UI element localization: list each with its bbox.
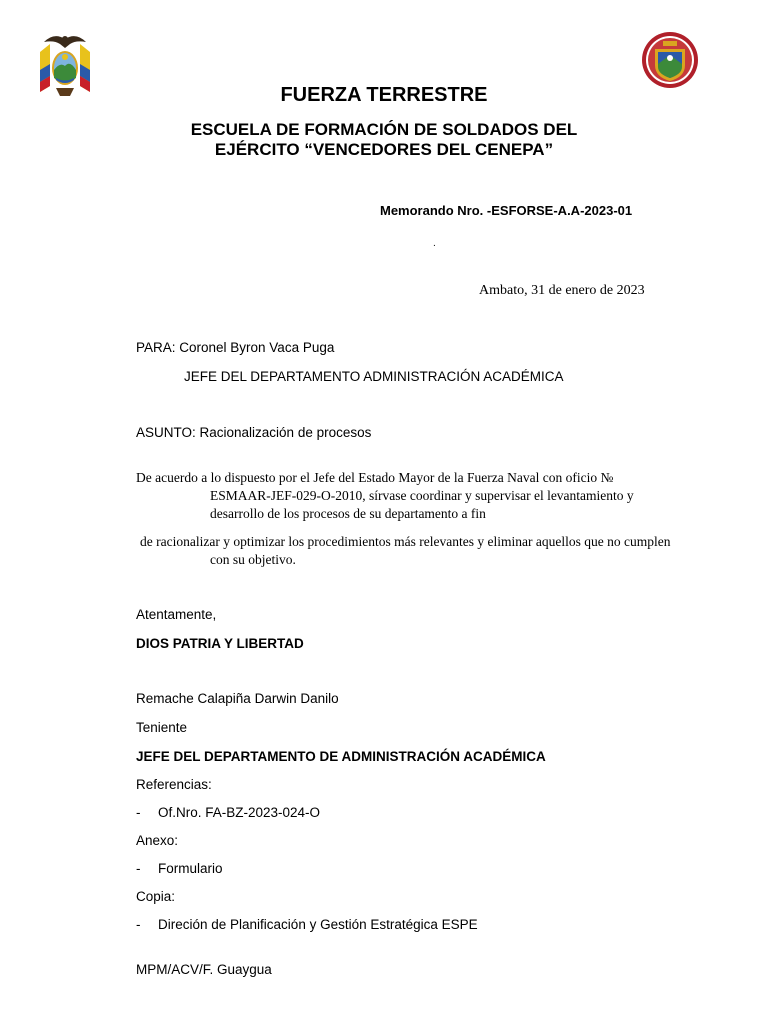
copy-label: Copia: <box>136 889 176 904</box>
signer-rank: Teniente <box>136 720 188 735</box>
recipient-position: JEFE DEL DEPARTAMENTO ADMINISTRACIÓN ACADÉMICA <box>184 369 564 384</box>
references-label: Referencias: <box>136 777 212 792</box>
closing-salutation: Atentamente, <box>136 607 217 622</box>
references-item <box>0 805 768 825</box>
body-paragraph-1-line-2: ESMAAR-JEF-029-O-2010, sírvase coordinar y supervisar el levantamiento y <box>210 488 634 503</box>
stray-dot: . <box>433 238 436 249</box>
school-name-line-1: ESCUELA DE FORMACIÓN DE SOLDADOS DEL <box>190 120 578 139</box>
closing-motto: DIOS PATRIA Y LIBERTAD <box>136 636 304 651</box>
signer-role: JEFE DEL DEPARTAMENTO DE ADMINISTRACIÓN ACADÉMICA <box>136 749 546 764</box>
annex-dash: - <box>136 861 141 876</box>
signer-name: Remache Calapiña Darwin Danilo <box>136 691 339 706</box>
references-dash: - <box>136 805 141 820</box>
body-paragraph-1-line-3: desarrollo de los procesos de su departamento a fin <box>210 506 486 521</box>
subject-line: ASUNTO: Racionalización de procesos <box>136 425 372 440</box>
school-seal-emblem <box>641 31 699 89</box>
memo-date: Ambato, 31 de enero de 2023 <box>479 283 645 298</box>
annex-label: Anexo: <box>136 833 179 848</box>
references-item-text: Of.Nro. FA-BZ-2023-024-O <box>158 805 321 820</box>
body-paragraph-1-line-1: De acuerdo a lo dispuesto por el Jefe del Estado Mayor de la Fuerza Naval con oficio № <box>136 470 614 485</box>
memo-number: Memorando Nro. -ESFORSE-A.A-2023-01 <box>380 203 633 218</box>
annex-item-text: Formulario <box>158 861 223 876</box>
recipient-line: PARA: Coronel Byron Vaca Puga <box>136 340 335 355</box>
copy-item-text: Direción de Planificación y Gestión Estratégica ESPE <box>158 917 478 932</box>
body-paragraph-2-line-1: de racionalizar y optimizar los procedimientos más relevantes y eliminar aquellos que no cumplen <box>140 534 671 549</box>
annex-item <box>0 861 768 881</box>
copy-item <box>0 917 768 937</box>
document-title: FUERZA TERRESTRE <box>280 84 488 106</box>
body-paragraph-2-line-2: con su objetivo. <box>210 552 296 567</box>
copy-dash: - <box>136 917 141 932</box>
author-initials: MPM/ACV/F. Guaygua <box>136 962 272 977</box>
school-name-line-2: EJÉRCITO “VENCEDORES DEL CENEPA” <box>214 140 554 159</box>
